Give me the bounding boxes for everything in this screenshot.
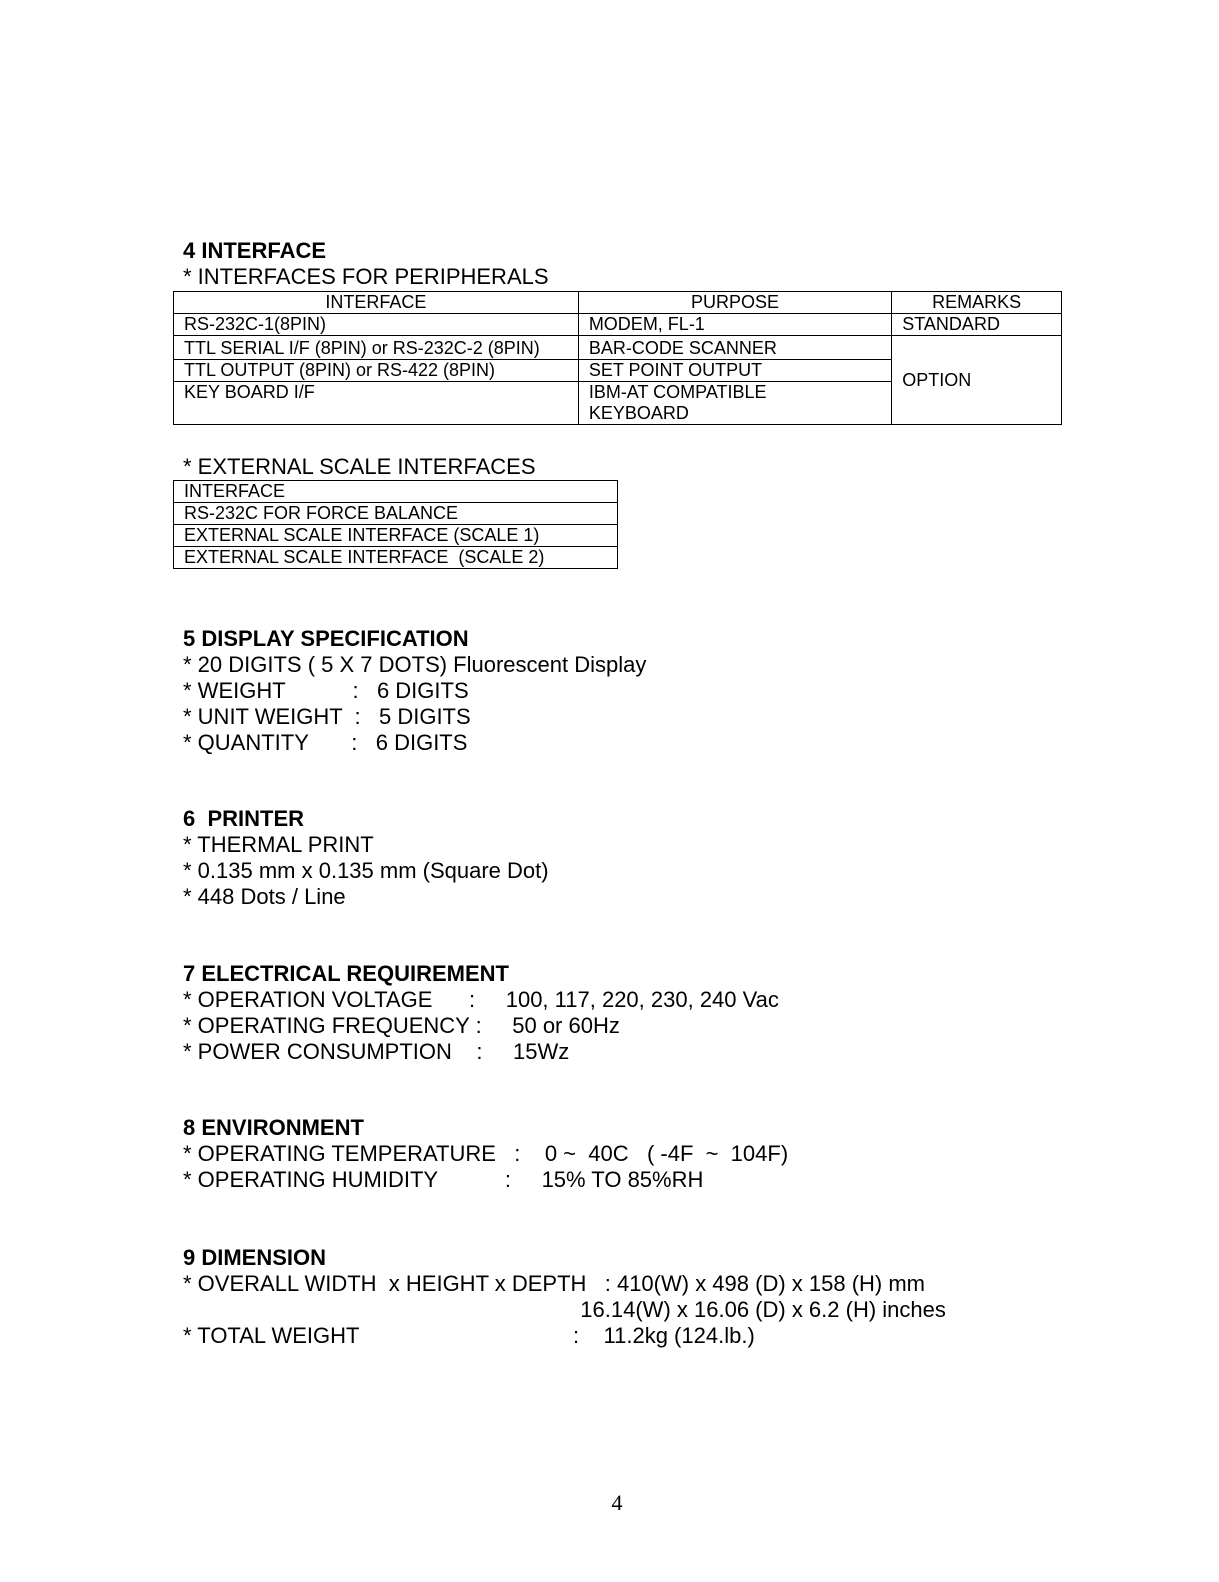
table-row xyxy=(174,336,1062,360)
header-purpose: PURPOSE xyxy=(578,292,891,314)
display-line: * QUANTITY : 6 DIGITS xyxy=(183,730,468,755)
cell-interface: RS-232C-1(8PIN) xyxy=(174,314,579,336)
cell-interface: RS-232C FOR FORCE BALANCE xyxy=(174,503,618,525)
section-7-title: 7 ELECTRICAL REQUIREMENT xyxy=(183,961,509,986)
electrical-line: * OPERATING FREQUENCY : 50 or 60Hz xyxy=(183,1013,620,1038)
table-row xyxy=(174,525,618,547)
section-9-title: 9 DIMENSION xyxy=(183,1245,327,1270)
section-4-title: 4 INTERFACE xyxy=(183,238,327,263)
dimension-line: * TOTAL WEIGHT : 11.2kg (124.lb.) xyxy=(183,1323,755,1348)
cell-interface: KEY BOARD I/F xyxy=(174,382,579,425)
page-number: 4 xyxy=(611,1490,623,1515)
cell-purpose: BAR-CODE SCANNER xyxy=(578,336,891,360)
table-row xyxy=(174,503,618,525)
table-header-row xyxy=(174,292,1062,314)
environment-line: * OPERATING HUMIDITY : 15% TO 85%RH xyxy=(183,1167,704,1192)
section-6-title: 6 PRINTER xyxy=(183,806,305,831)
electrical-line: * POWER CONSUMPTION : 15Wz xyxy=(183,1039,570,1064)
peripherals-table xyxy=(173,291,1062,425)
cell-purpose: SET POINT OUTPUT xyxy=(578,360,891,382)
header-remarks: REMARKS xyxy=(892,292,1062,314)
cell-interface: TTL SERIAL I/F (8PIN) or RS-232C-2 (8PIN) xyxy=(174,336,579,360)
dimension-line: * OVERALL WIDTH x HEIGHT x DEPTH : 410(W) x 498 (D) x 158 (H) mm xyxy=(183,1271,926,1296)
cell-purpose: MODEM, FL-1 xyxy=(578,314,891,336)
printer-line: * THERMAL PRINT xyxy=(183,832,374,857)
cell-remarks-option: OPTION xyxy=(892,336,1062,425)
electrical-line: * OPERATION VOLTAGE : 100, 117, 220, 230, 240 Vac xyxy=(183,987,779,1012)
table-row xyxy=(174,314,1062,336)
cell-remarks: STANDARD xyxy=(892,314,1062,336)
peripherals-subtitle: * INTERFACES FOR PERIPHERALS xyxy=(183,264,549,289)
cell-interface: EXTERNAL SCALE INTERFACE (SCALE 2) xyxy=(174,547,618,569)
cell-interface: INTERFACE xyxy=(174,481,618,503)
environment-line: * OPERATING TEMPERATURE : 0 ~ 40C ( -4F ~ 104F) xyxy=(183,1141,789,1166)
printer-line: * 0.135 mm x 0.135 mm (Square Dot) xyxy=(183,858,549,883)
cell-purpose: IBM-AT COMPATIBLE KEYBOARD xyxy=(578,382,891,425)
display-line: * WEIGHT : 6 DIGITS xyxy=(183,678,469,703)
cell-interface: EXTERNAL SCALE INTERFACE (SCALE 1) xyxy=(174,525,618,547)
external-scale-table xyxy=(173,480,618,569)
section-5-title: 5 DISPLAY SPECIFICATION xyxy=(183,626,469,651)
cell-interface: TTL OUTPUT (8PIN) or RS-422 (8PIN) xyxy=(174,360,579,382)
display-line: * UNIT WEIGHT : 5 DIGITS xyxy=(183,704,471,729)
dimension-line: 16.14(W) x 16.06 (D) x 6.2 (H) inches xyxy=(183,1297,946,1322)
table-row xyxy=(174,547,618,569)
external-scale-subtitle: * EXTERNAL SCALE INTERFACES xyxy=(183,454,536,479)
table-row xyxy=(174,481,618,503)
display-line: * 20 DIGITS ( 5 X 7 DOTS) Fluorescent Display xyxy=(183,652,647,677)
section-8-title: 8 ENVIRONMENT xyxy=(183,1115,364,1140)
header-interface: INTERFACE xyxy=(174,292,579,314)
printer-line: * 448 Dots / Line xyxy=(183,884,346,909)
